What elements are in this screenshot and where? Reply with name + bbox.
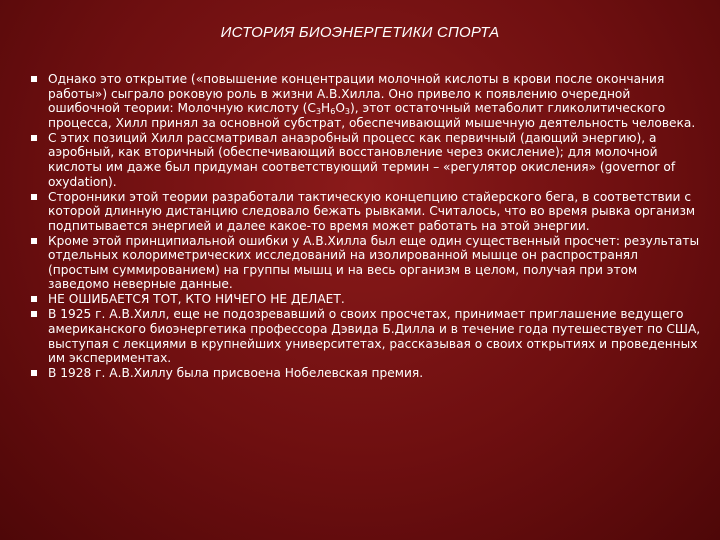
bullet-text: Однако это открытие («повышение концентрации молочной кислоты в крови после окончания работы») сыграло роковую роль в жизни А.В.Хилла. Оно привело к появлению очередной ошибочной теории: Молочную кислоту $(С_3Н_6О_3)$, этот остаточный метаболит гликолитического процесса, Хилл принял за основной субстрат, обеспечивающий мышечную деятельность человека. [48, 72, 696, 130]
bullet-item [31, 292, 701, 307]
bullet-text: В 1925 г. А.В.Хилл, еще не подозревавший о своих просчетах, принимает приглашение ведущего американского биоэнергетика профессора Дэвида Б.Дилла и в течение года путешествует по США, выступая с лекциями в крупнейших университетах, рассказывая о своих открытиях и проведенных им экспериментах. [48, 307, 701, 366]
bullet-text: НЕ ОШИБАЕТСЯ ТОТ, КТО НИЧЕГО НЕ ДЕЛАЕТ. [48, 292, 345, 307]
bullet-item [31, 234, 701, 292]
bullet-item [31, 366, 701, 381]
bullet-list [31, 72, 701, 381]
bullet-item [31, 190, 701, 234]
bullet-text: Сторонники этой теории разработали тактическую концепцию стайерского бега, в соответствии с которой длинную дистанцию следовало бежать рывками. Считалось, что во время рывка организм подпитывается энергией и далее какое-то время может работать на этой энергии. [48, 189, 696, 233]
square-bullet-icon [31, 76, 37, 82]
square-bullet-icon [31, 135, 37, 141]
square-bullet-icon [31, 311, 37, 317]
square-bullet-icon [31, 238, 37, 244]
bullet-text: В 1928 г. А.В.Хиллу была присвоена Нобелевская премия. [48, 366, 424, 381]
square-bullet-icon [31, 194, 37, 200]
bullet-item [31, 72, 701, 130]
bullet-text: Кроме этой принципиальной ошибки у А.В.Хилла был еще один существенный просчет: результаты отдельных колориметрических исследований на изолированной мышце он распространял (простым суммированием) на группы мышц и на весь организм в целом, получая при этом заведомо неверные данные. [48, 233, 700, 292]
bullet-text: С этих позиций Хилл рассматривал анаэробный процесс как первичный (дающий энергию), а аэробный, как вторичный (обеспечивающий восстановление через окисление); для молочной кислоты им даже был придуман соответствующий термин – «регулятор окисления» (governor of oxydation). [48, 130, 676, 189]
square-bullet-icon [31, 370, 37, 376]
bullet-item [31, 131, 701, 189]
slide-title: ИСТОРИЯ БИОЭНЕРГЕТИКИ СПОРТА [220, 24, 500, 41]
bullet-item [31, 307, 701, 365]
square-bullet-icon [31, 296, 37, 302]
